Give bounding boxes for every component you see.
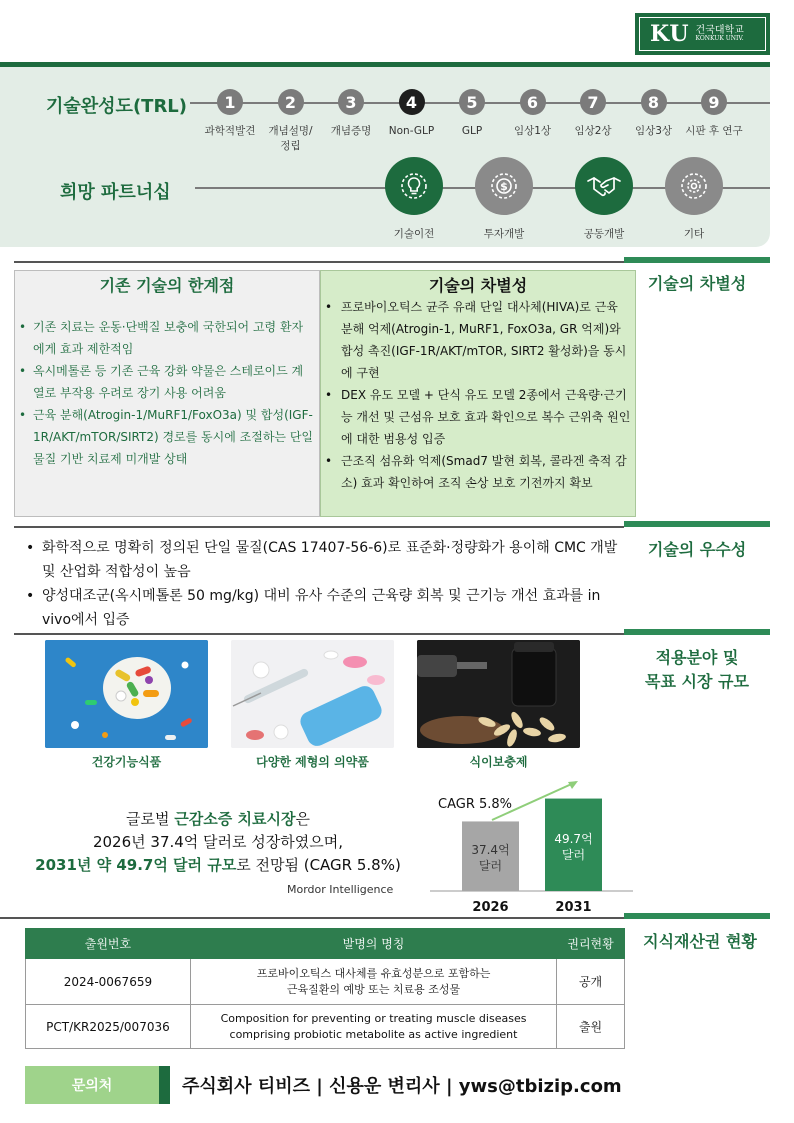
logo-name-kr: 건국대학교	[695, 25, 744, 37]
cagr-annotation: CAGR 5.8%	[438, 797, 513, 812]
trl-step-label: 시판 후 연구	[685, 125, 743, 137]
cell-invention-title: Composition for preventing or treating muscle diseases comprising probiotic metabolite as active ingredient	[190, 1005, 556, 1049]
section-bar-application	[624, 629, 770, 635]
trl-step-3: 3	[338, 89, 364, 115]
partner-investment	[475, 157, 533, 215]
section-title-excellence: 기술의 우수성	[647, 540, 747, 559]
section-bar-diff	[624, 257, 770, 263]
table-row	[26, 959, 625, 1005]
caption-pharmaceutical: 다양한 제형의 의약품	[256, 755, 369, 769]
partner-label: 희망 파트너십	[60, 182, 171, 203]
partner-tech-transfer	[385, 157, 443, 215]
gears-icon	[677, 169, 711, 203]
excellence-list	[22, 536, 622, 632]
limitation-item: • 기존 치료는 운동·단백질 보충에 국한되어 고령 환자에게 효과 제한적임	[15, 316, 313, 360]
differentiation-box	[320, 270, 636, 517]
cell-status: 출원	[557, 1005, 625, 1049]
data-label-2031: 49.7억 달러	[554, 831, 593, 862]
trl-step-label: 개념증명	[330, 125, 372, 137]
section-divider-diff	[14, 261, 624, 263]
partner-label-other: 기타	[683, 228, 705, 240]
trl-step-7: 7	[580, 89, 606, 115]
trl-step-label: 개념설명/ 정립	[268, 125, 313, 152]
logo-name-en: KONKUK UNIV.	[695, 35, 744, 43]
dietary-supplement-image	[417, 640, 580, 748]
differentiation-item: • 프로바이오틱스 균주 유래 단일 대사체(HIVA)로 근육 분해 억제(Atrogin-1, MuRF1, FoxO3a, GR 억제)와 합성 촉진(IGF-1R/AKT/mTOR, SIRT2 활성화)을 동시에 구현	[321, 296, 631, 384]
caption-health-supplement: 건강기능식품	[91, 755, 162, 769]
trl-step-5: 5	[459, 89, 485, 115]
trl-step-label: 과학적발견	[204, 125, 256, 137]
col-application-number: 출원번호	[26, 929, 191, 959]
limitation-item: • 근육 분해(Atrogin-1/MuRF1/FoxO3a) 및 합성(IGF-1R/AKT/mTOR/SIRT2) 경로를 동시에 조절하는 단일 물질 기반 치료제 미개발 상태	[15, 404, 313, 470]
section-divider-excellence	[14, 526, 624, 528]
section-divider-ip	[0, 917, 624, 919]
trl-step-label: 임상1상	[513, 125, 552, 137]
market-source: Mordor Intelligence	[287, 883, 394, 896]
section-bar-ip	[624, 913, 770, 919]
differentiation-item: • 근조직 섬유화 억제(Smad7 발현 회복, 콜라겐 축적 감소) 효과 확인하여 조직 손상 보호 기전까지 확보	[321, 450, 631, 494]
trl-step-8: 8	[641, 89, 667, 115]
col-status: 권리현황	[557, 929, 625, 959]
excellence-item: • 양성대조군(옥시메톨론 50 mg/kg) 대비 유사 수준의 근육량 회복 및 근기능 개선 효과를 in vivo에서 입증	[22, 584, 622, 632]
limitation-item: • 옥시메톨론 등 기존 근육 강화 약물은 스테로이드 계열로 부작용 우려로 장기 사용 어려움	[15, 360, 313, 404]
lightbulb-gear-icon	[397, 169, 431, 203]
partner-label-joint: 공동개발	[583, 228, 625, 240]
partner-other	[665, 157, 723, 215]
contact-info: 주식회사 티비즈 | 신용운 변리사 | yws@tbizip.com	[182, 1076, 622, 1097]
dollar-gear-icon	[487, 169, 521, 203]
partner-label-tech-transfer: 기술이전	[393, 228, 435, 240]
limitations-box	[14, 270, 320, 517]
trl-step-label: Non-GLP	[388, 125, 435, 137]
handshake-icon	[585, 169, 623, 203]
trl-step-1: 1	[217, 89, 243, 115]
university-logo	[635, 13, 770, 55]
col-invention-title: 발명의 명칭	[190, 929, 556, 959]
excellence-item: • 화학적으로 명확히 정의된 단일 물질(CAS 17407-56-6)로 표준화·정량화가 용이해 CMC 개발 및 산업화 적합성이 높음	[22, 536, 622, 584]
cell-application-number: 2024-0067659	[26, 959, 191, 1005]
trl-step-6: 6	[520, 89, 546, 115]
market-description: 글로벌 근감소증 치료시장은 2026년 37.4억 달러로 성장하였으며, 2031년 약 49.7억 달러 규모로 전망됨 (CAGR 5.8%)	[35, 810, 401, 874]
section-title-diff: 기술의 차별성	[647, 274, 747, 293]
data-label-2026: 37.4억 달러	[471, 843, 510, 874]
trl-step-label: GLP	[461, 125, 483, 137]
partner-label-investment: 투자개발	[483, 228, 525, 240]
caption-dietary-supplement: 식이보충제	[469, 755, 528, 769]
table-row	[26, 1005, 625, 1049]
cell-invention-title: 프로바이오틱스 대사체를 유효성분으로 포함하는 근육질환의 예방 또는 치료용 조성물	[190, 959, 556, 1005]
logo-mark: KU	[650, 21, 690, 47]
section-divider-application	[14, 633, 624, 635]
contact-label: 문의처	[25, 1066, 159, 1104]
svg-text:$: $	[500, 180, 508, 193]
section-title-ip: 지식재산권 현황	[643, 932, 757, 951]
trl-step-label: 임상3상	[634, 125, 673, 137]
trl-step-4: 4	[399, 89, 425, 115]
market-size-chart	[428, 778, 638, 918]
trl-label: 기술완성도(TRL)	[46, 96, 188, 117]
trl-step-9: 9	[701, 89, 727, 115]
section-title-application: 적용분야 및 목표 시장 규모	[645, 648, 749, 691]
cell-application-number: PCT/KR2025/007036	[26, 1005, 191, 1049]
tick-label-2031: 2031	[555, 900, 592, 915]
limitations-title: 기존 기술의 한계점	[99, 276, 235, 295]
contact-accent	[159, 1066, 170, 1104]
trl-step-2: 2	[278, 89, 304, 115]
differentiation-title: 기술의 차별성	[428, 276, 528, 295]
partner-joint-development	[575, 157, 633, 215]
section-bar-excellence	[624, 521, 770, 527]
trl-step-label: 임상2상	[574, 125, 612, 137]
patent-table	[25, 928, 625, 1049]
differentiation-item: • DEX 유도 모델 + 단식 유도 모델 2종에서 근육량·근기능 개선 및 근섬유 보호 효과 확인으로 복수 근위축 원인에 대한 범용성 입증	[321, 384, 631, 450]
tick-label-2026: 2026	[472, 900, 509, 915]
health-supplement-image	[45, 640, 208, 748]
cell-status: 공개	[557, 959, 625, 1005]
pharmaceutical-image	[231, 640, 394, 748]
